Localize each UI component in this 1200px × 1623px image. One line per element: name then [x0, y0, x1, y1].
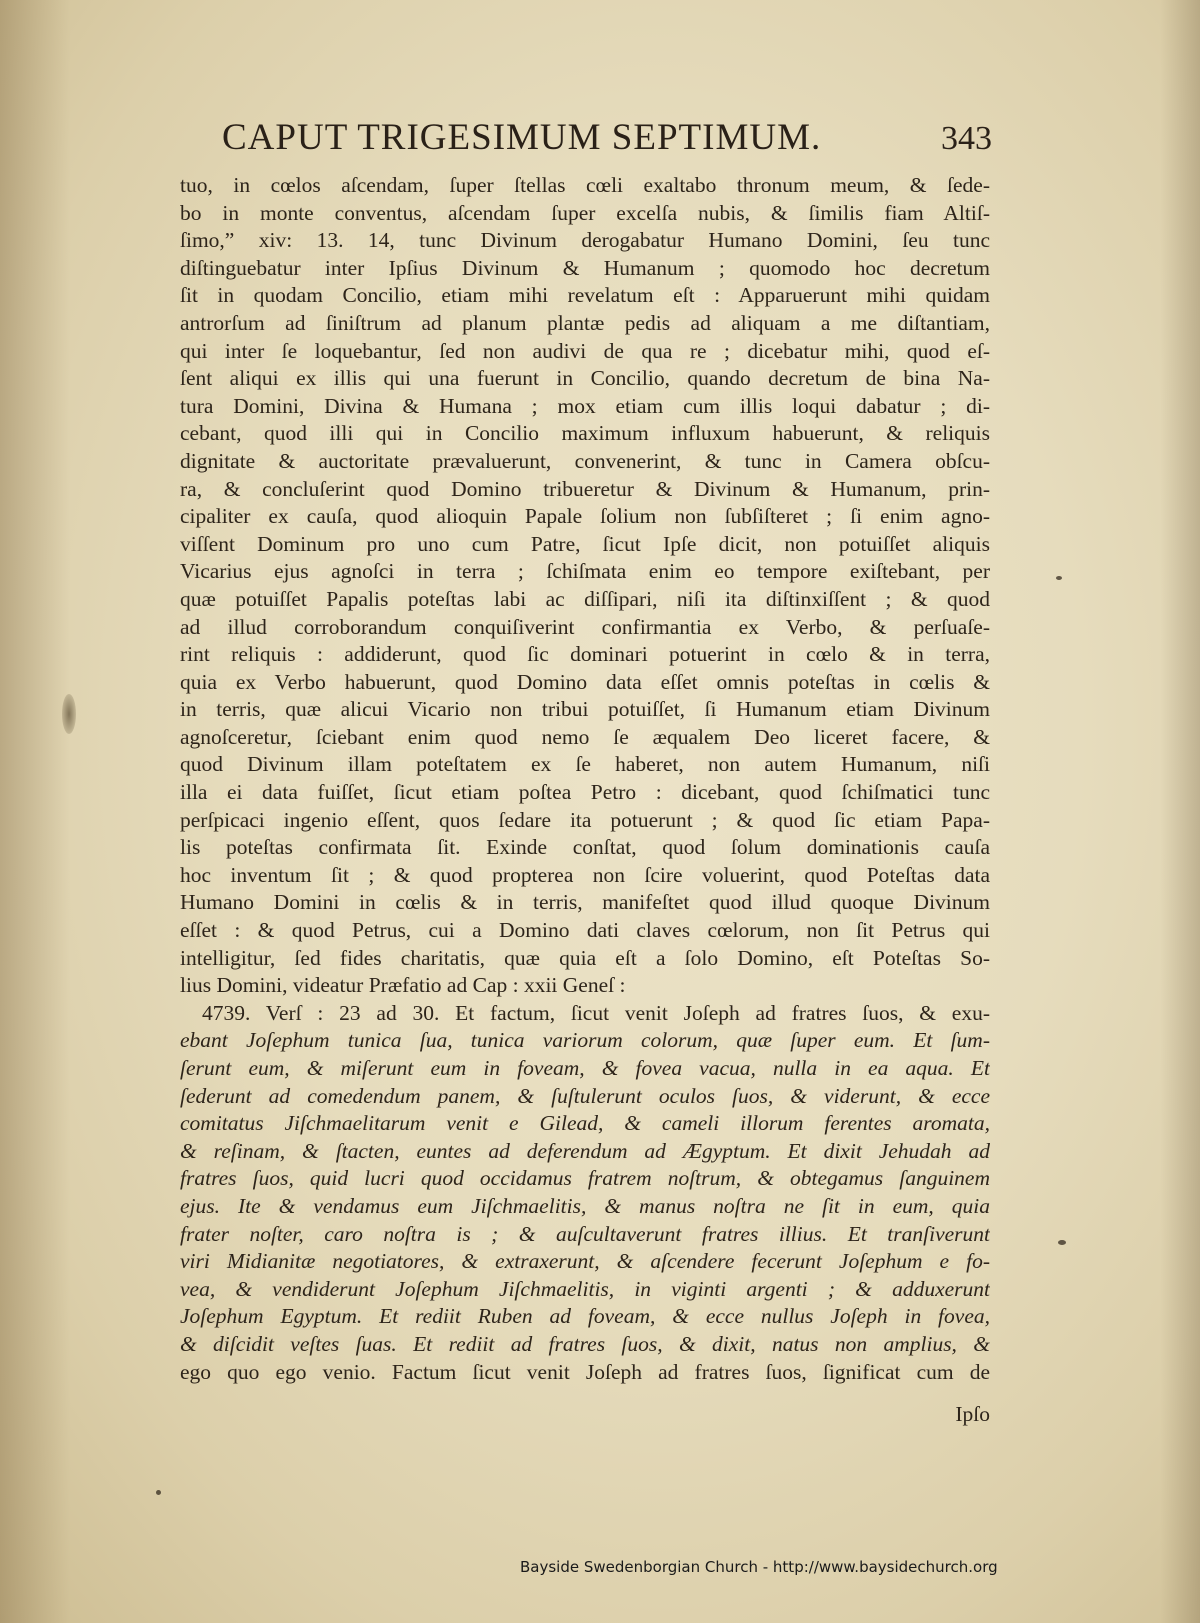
- text-line: lius Domini, videatur Præfatio ad Cap : xxii Geneſ :: [180, 973, 626, 998]
- text-line: quod Divinum illam poteſtatem ex ſe haberet, non autem Humanum, niſi: [180, 752, 990, 777]
- text-line: ſimo,” xiv: 13. 14, tunc Divinum derogabatur Humano Domini, ſeu tunc: [180, 228, 990, 253]
- text-line: quia ex Verbo habuerunt, quod Domino data eſſet omnis poteſtas in cœlis &: [180, 669, 990, 694]
- text-line: 4739. Verſ : 23 ad 30. Et factum, ſicut venit Joſeph ad fratres ſuos, & exu-: [202, 1000, 990, 1025]
- text-line: fratres ſuos, quid lucri quod occidamus fratrem noſtrum, & obtegamus ſanguinem: [180, 1166, 990, 1191]
- text-line: frater noſter, caro noſtra is ; & auſcultaverunt fratres illius. Et tranſiverunt: [180, 1221, 990, 1246]
- page-edge-shadow-left: [0, 0, 70, 1623]
- text-line: rint reliquis : addiderunt, quod ſic dominari potuerint in cœlo & in terra,: [180, 642, 990, 667]
- text-line: cebant, quod illi qui in Concilio maximum influxum habuerunt, & reliquis: [180, 421, 990, 446]
- text-line: in terris, quæ alicui Vicario non tribui potuiſſet, ſi Humanum etiam Divinum: [180, 697, 990, 722]
- page-number: 343: [941, 120, 992, 157]
- text-line: comitatus Jiſchmaelitarum venit e Gilead, & cameli illorum ferentes aromata,: [180, 1111, 990, 1136]
- text-line: intelligitur, ſed fides charitatis, quæ quia eſt a ſolo Domino, eſt Poteſtas So-: [180, 945, 990, 970]
- text-line: viri Midianitæ negotiatores, & extraxerunt, & aſcendere fecerunt Joſephum e fo-: [180, 1249, 990, 1274]
- text-line: hoc inventum ſit ; & quod propterea non ſcire voluerint, quod Poteſtas data: [180, 862, 990, 887]
- text-line: cipaliter ex cauſa, quod alioquin Papale ſolium non ſubſiſteret ; ſi enim agno-: [180, 504, 990, 529]
- text-line: qui inter ſe loquebantur, ſed non audivi de qua re ; dicebatur mihi, quod eſ-: [180, 338, 990, 363]
- text-line: tura Domini, Divina & Humana ; mox etiam cum illis loqui dabatur ; di-: [180, 393, 990, 418]
- text-line: ejus. Ite & vendamus eum Jiſchmaelitis, & manus noſtra ne ſit in eum, quia: [180, 1193, 990, 1218]
- running-head: CAPUT TRIGESIMUM SEPTIMUM.: [222, 117, 822, 158]
- text-line: & reſinam, & ſtacten, euntes ad deferendum ad Ægyptum. Et dixit Jehudah ad: [180, 1138, 990, 1163]
- text-line: antrorſum ad ſiniſtrum ad planum plantæ pedis ad aliquam a me diſtantiam,: [180, 310, 990, 335]
- text-line: quæ potuiſſet Papalis poteſtas labi ac diſſipari, niſi ita diſtinxiſſent ; & quod: [180, 586, 990, 611]
- page-header: [222, 116, 992, 168]
- text-line: ego quo ego venio. Factum ſicut venit Joſeph ad fratres ſuos, ſignificat cum de: [180, 1359, 990, 1384]
- paper-stain: [62, 694, 76, 734]
- text-line: dignitate & auctoritate prævaluerunt, convenerint, & tunc in Camera obſcu-: [180, 448, 990, 473]
- text-line: ra, & concluſerint quod Domino tribueretur & Divinum & Humanum, prin-: [180, 476, 990, 501]
- watermark-credit: Bayside Swedenborgian Church - http://www.baysidechurch.org: [520, 1558, 998, 1576]
- text-line: vea, & vendiderunt Joſephum Jiſchmaelitis, in viginti argenti ; & adduxerunt: [180, 1276, 990, 1301]
- text-line: ſerunt eum, & miſerunt eum in foveam, & fovea vacua, nulla in ea aqua. Et: [180, 1056, 990, 1080]
- text-line: tuo, in cœlos aſcendam, ſuper ſtellas cœli exaltabo thronum meum, & ſede-: [180, 173, 990, 197]
- text-line: Vicarius ejus agnoſci in terra ; ſchiſmata enim eo tempore exiſtebant, per: [180, 559, 990, 584]
- text-line: Humano Domini in cœlis & in terris, manifeſtet quod illud quoque Divinum: [180, 890, 990, 915]
- catchword: Ipſo: [955, 1402, 990, 1426]
- text-line: bo in monte conventus, aſcendam ſuper excelſa nubis, & ſimilis fiam Altiſ-: [180, 200, 990, 225]
- paper-speck: [1058, 1240, 1066, 1245]
- text-line: diſtinguebatur inter Ipſius Divinum & Humanum ; quomodo hoc decretum: [180, 255, 990, 280]
- text-line: Joſephum Egyptum. Et rediit Ruben ad foveam, & ecce nullus Joſeph in fovea,: [180, 1304, 990, 1329]
- text-line: ſit in quodam Concilio, etiam mihi revelatum eſt : Apparuerunt mihi quidam: [180, 283, 990, 308]
- text-line: & diſcidit veſtes ſuas. Et rediit ad fratres ſuos, & dixit, natus non amplius, &: [180, 1331, 990, 1356]
- paper-speck: [156, 1490, 161, 1495]
- text-line: perſpicaci ingenio eſſent, quos ſedare ita potuerunt ; & quod ſic etiam Papa-: [180, 807, 990, 832]
- text-line: ſent aliqui ex illis qui una fuerunt in Concilio, quando decretum de bina Na-: [180, 366, 990, 391]
- text-line: agnoſceretur, ſciebant enim quod nemo ſe æqualem Deo liceret facere, &: [180, 724, 990, 749]
- text-line: viſſent Dominum pro uno cum Patre, ſicut Ipſe dicit, non potuiſſet aliquis: [180, 531, 990, 556]
- text-line: ſederunt ad comedendum panem, & ſuſtulerunt oculos ſuos, & viderunt, & ecce: [180, 1083, 990, 1108]
- text-line: ebant Joſephum tunica ſua, tunica variorum colorum, quæ ſuper eum. Et ſum-: [180, 1028, 990, 1053]
- paper-speck: [1056, 576, 1062, 580]
- text-line: lis poteſtas confirmata ſit. Exinde conſtat, quod ſolum dominationis cauſa: [180, 835, 990, 860]
- text-line: illa ei data fuiſſet, ſicut etiam poſtea Petro : dicebant, quod ſchiſmatici tunc: [180, 780, 990, 805]
- text-line: eſſet : & quod Petrus, cui a Domino dati claves cœlorum, non ſit Petrus qui: [180, 918, 990, 943]
- text-line: ad illud corroborandum conquiſiverint confirmantia ex Verbo, & perſuaſe-: [180, 614, 990, 639]
- page-edge-shadow-right: [1160, 0, 1200, 1623]
- body-text: [180, 172, 990, 1386]
